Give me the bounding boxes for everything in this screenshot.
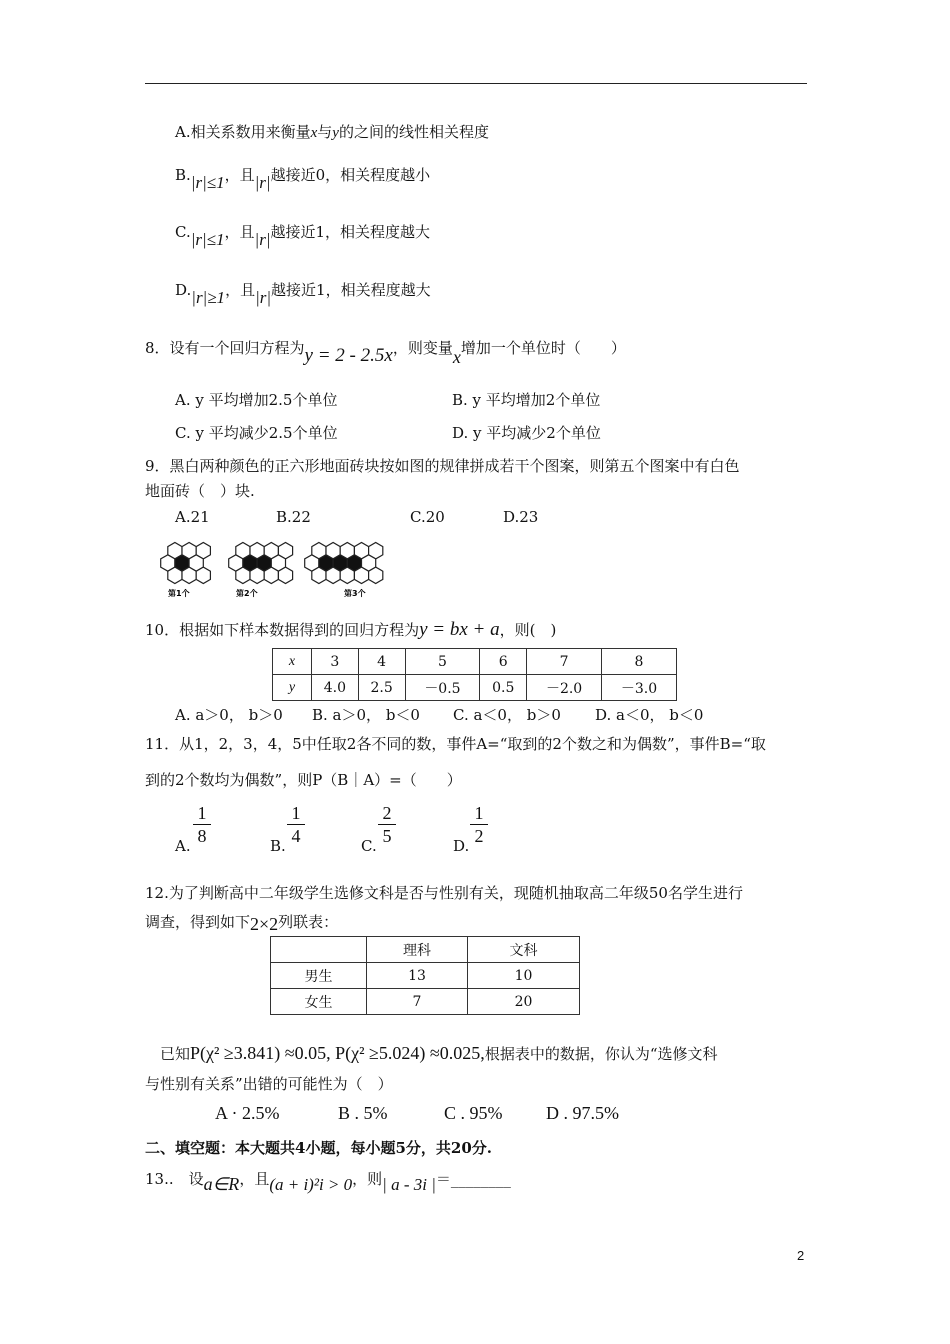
q13-stem: 13.. 设a∈R，且(a + i)²i > 0，则| a - 3i |＝________	[145, 1170, 511, 1194]
q12-line4: 与性别有关系”出错的可能性为（ ）	[145, 1075, 393, 1093]
page-number: 2	[797, 1248, 805, 1263]
table-cell: 男生	[271, 963, 367, 989]
figure-caption-2: 第2个	[236, 589, 258, 598]
table-cell: －2.0	[527, 675, 602, 701]
q12-line2: 调查，得到如下2×2列联表：	[145, 913, 339, 934]
table-cell: 4	[358, 649, 405, 675]
q12-option-c: C . 95%	[444, 1103, 503, 1123]
q10-option-b: B. a＞0， b＜0	[312, 706, 420, 724]
q12-line1: 12.为了判断高中二年级学生选修文科是否与性别有关，现随机抽取高二年级50名学生进行	[145, 884, 743, 902]
q12-known: 已知P(χ² ≥3.841) ≈0.05, P(χ² ≥5.024) ≈0.025,根据表中的数据，你认为“选修文科	[160, 1043, 718, 1063]
table-cell: y	[273, 675, 312, 701]
q12-option-a: A · 2.5%	[215, 1103, 280, 1123]
white-hexagon-tile	[196, 567, 210, 583]
table-cell: 女生	[271, 989, 367, 1015]
table-cell: x	[273, 649, 312, 675]
white-hexagon-tile	[326, 567, 340, 583]
q11-option-a-label: A.	[175, 837, 191, 855]
q11-option-d-label: D.	[453, 837, 470, 855]
q9-option-b: B.22	[276, 508, 311, 526]
white-hexagon-tile	[182, 567, 196, 583]
white-hexagon-tile	[236, 567, 250, 583]
figure-caption-3: 第3个	[344, 589, 366, 598]
q8-option-a: A. y 平均增加2.5个单位	[175, 391, 338, 409]
table-cell: 文科	[468, 937, 580, 963]
q10-option-d: D. a＜0， b＜0	[595, 706, 704, 724]
table-cell: 0.5	[480, 675, 527, 701]
q11-option-a-fraction: 1 8	[193, 803, 211, 846]
section-heading: 二、填空题：本大题共4小题，每小题5分，共20分.	[145, 1139, 492, 1157]
q10-data-table	[272, 648, 677, 701]
figure-caption-1: 第1个	[168, 589, 190, 598]
q12-option-d: D . 97.5%	[546, 1103, 619, 1123]
q8-option-d: D. y 平均减少2个单位	[452, 424, 601, 442]
q8-option-c: C. y 平均减少2.5个单位	[175, 424, 338, 442]
table-cell: 8	[602, 649, 677, 675]
table-cell: 2.5	[358, 675, 405, 701]
table-cell: 6	[480, 649, 527, 675]
q10-option-c: C. a＜0， b＞0	[453, 706, 561, 724]
table-cell: －3.0	[602, 675, 677, 701]
white-hexagon-tile	[264, 567, 278, 583]
table-cell: 4.0	[312, 675, 359, 701]
q7-option-a: A.相关系数用来衡量x与y的之间的线性相关程度	[175, 123, 489, 141]
table-row	[273, 675, 677, 701]
q9-option-a: A.21	[175, 508, 210, 526]
table-row	[271, 937, 580, 963]
q8-stem: 8．设有一个回归方程为y = 2 - 2.5x，则变量x增加一个单位时（ ）	[145, 339, 626, 367]
white-hexagon-tile	[312, 567, 326, 583]
q11-line1: 11．从1，2，3，4，5中任取2各不同的数，事件A=“取到的2个数之和为偶数”，事件B=“取	[145, 735, 766, 753]
q9-option-d: D.23	[503, 508, 539, 526]
q10-stem: 10．根据如下样本数据得到的回归方程为y = bx + a，则( )	[145, 619, 557, 640]
q7-option-b: B.|r|≤1，且|r|越接近0，相关程度越小	[175, 166, 431, 192]
q11-line2: 到的2个数均为偶数”，则P（B｜A）=（ ）	[145, 771, 462, 789]
white-hexagon-tile	[278, 567, 292, 583]
white-hexagon-tile	[250, 567, 264, 583]
white-hexagon-tile	[340, 567, 354, 583]
table-cell: 5	[405, 649, 480, 675]
table-row	[271, 963, 580, 989]
q11-option-c-label: C.	[361, 837, 377, 855]
q12-option-b: B . 5%	[338, 1103, 388, 1123]
q7-option-c: C.|r|≤1，且|r|越接近1，相关程度越大	[175, 223, 431, 249]
table-cell: 7	[527, 649, 602, 675]
header-rule	[145, 83, 807, 84]
q11-option-c-fraction: 2 5	[378, 803, 396, 846]
q11-option-b-fraction: 1 4	[287, 803, 305, 846]
table-cell: －0.5	[405, 675, 480, 701]
q7-option-d: D.|r|≥1，且|r|越接近1，相关程度越大	[175, 281, 431, 307]
table-row	[271, 989, 580, 1015]
table-cell: 理科	[367, 937, 468, 963]
table-row	[273, 649, 677, 675]
white-hexagon-tile	[168, 567, 182, 583]
q12-contingency-table	[270, 936, 580, 1015]
q11-option-b-label: B.	[270, 837, 286, 855]
table-cell: 3	[312, 649, 359, 675]
table-cell	[271, 937, 367, 963]
table-cell: 10	[468, 963, 580, 989]
q9-line2: 地面砖（ ）块.	[145, 482, 255, 500]
white-hexagon-tile	[369, 567, 383, 583]
white-hexagon-tile	[354, 567, 368, 583]
q8-option-b: B. y 平均增加2个单位	[452, 391, 601, 409]
table-cell: 20	[468, 989, 580, 1015]
q9-line1: 9．黑白两种颜色的正六形地面砖块按如图的规律拼成若干个图案，则第五个图案中有白色	[145, 457, 740, 475]
table-cell: 13	[367, 963, 468, 989]
q10-option-a: A. a＞0， b＞0	[175, 706, 283, 724]
q9-option-c: C.20	[410, 508, 445, 526]
hexagon-tile-figure	[150, 535, 420, 603]
q11-option-d-fraction: 1 2	[470, 803, 488, 846]
table-cell: 7	[367, 989, 468, 1015]
